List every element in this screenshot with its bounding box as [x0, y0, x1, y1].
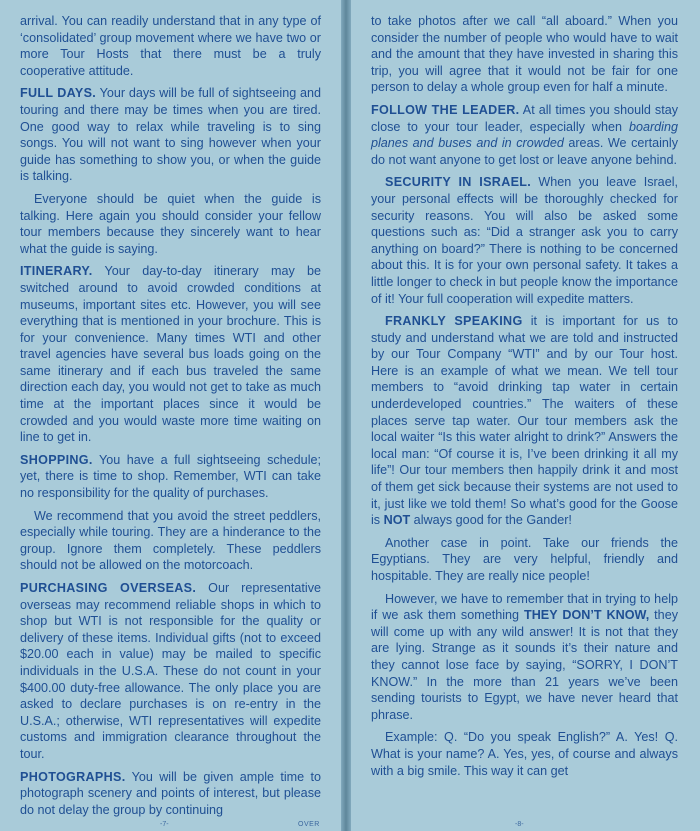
paragraph-purchasing-overseas: PURCHASING OVERSEAS. Our representative overseas may recommend reliable shops in which to shop but WTI is not responsible for the quality or delivery of these items. Individual gifts (not to exceed $20.00 each in value) may be mailed to specific individuals in the U.S.A. These do not count in your $400.00 duty-free allowance. The only place you are asked to declare purchases is on re-entry in the U.S.A.; otherwise, WTI representatives will expedite customs and immigration clearance throughout the tour. — [20, 581, 321, 761]
page-spine — [342, 0, 350, 831]
paragraph-all-aboard: to take photos after we call “all aboard.” When you consider the number of people who would have to wait and the amount that they have invested in sharing this trip, you will agree that it would not be fair for one person to delay a whole group even for half a minute. — [371, 14, 678, 95]
paragraph-quiet-guide: Everyone should be quiet when the guide is talking. Here again you should consider your fellow tour members because they sincerely want to hear what the guide is saying. — [20, 191, 321, 256]
right-page — [350, 0, 700, 831]
left-page — [0, 0, 342, 831]
paragraph-photographs: PHOTOGRAPHS. You will be given ample time to photograph scenery and points of interest, but please do not delay the group by continuing — [20, 769, 321, 817]
heading-itinerary: ITINERARY. — [20, 264, 93, 279]
paragraph-full-days: FULL DAYS. Your days will be full of sightseeing and touring and there may be times when you are tired. One good way to relax while traveling is to sing songs. You will not want to sing however when your guide has something to show you, or when the guide is talking. — [20, 86, 322, 184]
paragraph-frankly-speaking: FRANKLY SPEAKING it is important for us to study and understand what we are told and instructed by our Tour Company “WTI” and by our Tour host. Here is an example of what we mean. We tell tour members to “avoid drinking tap water in certain underdeveloped countries.” The waiters of these places serve tap water. Our tour members ask the local waiter “Is this water alright to drink?” Answers the local man: “Of course it is, I’ve been drinking it all my life”! Our tour members then happily drink it and most of them get sick because their systems are not used to it, just like we told them! So what’s good for the Goose is NOT always good for the Gander! — [371, 314, 679, 528]
page-number-left: -7- — [160, 821, 169, 828]
paragraph-dont-know: However, we have to remember that in trying to help if we ask them something THEY DON’T KNOW, they will come up with any wild answer! It is not that they are lying. Strange as it sounds it’s their nature and they cannot lose face by saying, “SORRY, I DON’T KNOW.” In the more than 21 years we’ve been sending tourists to Egypt, we have never heard that phrase. — [371, 591, 678, 722]
heading-shopping: SHOPPING. — [20, 452, 93, 467]
over-label: OVER — [298, 821, 320, 828]
paragraph-shopping: SHOPPING. You have a full sightseeing schedule; yet, there is time to shop. Remember, WTI can take no responsibility for the quality of purchases. — [20, 452, 321, 501]
heading-photographs: PHOTOGRAPHS. — [20, 769, 126, 784]
heading-purchasing-overseas: PURCHASING OVERSEAS. — [20, 581, 197, 595]
heading-full-days: FULL DAYS. — [20, 86, 97, 101]
heading-security-in-israel: SECURITY IN ISRAEL. — [385, 175, 532, 190]
paragraph-itinerary: ITINERARY. Your day-to-day itinerary may be switched around to avoid crowded conditions at museums, important sites etc. However, you will see everything that is mentioned in your brochure. This is for your convenience. Many times WTI and other travel agencies have several bus loads going on the same itinerary and if each bus traveled the same direction each day, you would not get to take as much time at the important places since it would be crowded and you would waste more time waiting on line to get in. — [20, 264, 321, 445]
paragraph-example: Example: Q. “Do you speak English?” A. Yes! Q. What is your name? A. Yes, yes, of course and always with a big smile. This way it can get — [371, 730, 678, 778]
page-number-right: -8- — [515, 821, 524, 828]
paragraph-security-in-israel: SECURITY IN ISRAEL. When you leave Israel, your personal effects will be thoroughly checked for security reasons. You will also be asked some questions such as: “Did a stranger ask you to carry anything on board?” There is nothing to be concerned about this. It is for your own personal safety. It takes a little longer to check in but people know the importance of it! Your full cooperation will expedite matters. — [371, 175, 678, 306]
paragraph-arrival: arrival. You can readily understand that in any type of ‘consolidated’ group movement where we have two or more Tour Hosts that there must be a truly cooperative attitude. — [20, 14, 321, 78]
heading-follow-the-leader: FOLLOW THE LEADER. — [371, 102, 520, 117]
paragraph-follow-the-leader: FOLLOW THE LEADER. At all times you should stay close to your tour leader, especially when boarding planes and buses and in crowded areas. We certainly do not want anyone to get lost or leave anyone behind. — [371, 102, 678, 167]
paragraph-street-peddlers: We recommend that you avoid the street peddlers, especially while touring. They are a hinderance to the group. Ignore them completely. These peddlers should not be allowed on the motorcoach. — [20, 508, 321, 573]
paragraph-egyptians: Another case in point. Take our friends the Egyptians. They are very helpful, friendly and hospitable. They are really nice people! — [371, 535, 678, 583]
heading-frankly-speaking: FRANKLY SPEAKING — [385, 314, 523, 329]
